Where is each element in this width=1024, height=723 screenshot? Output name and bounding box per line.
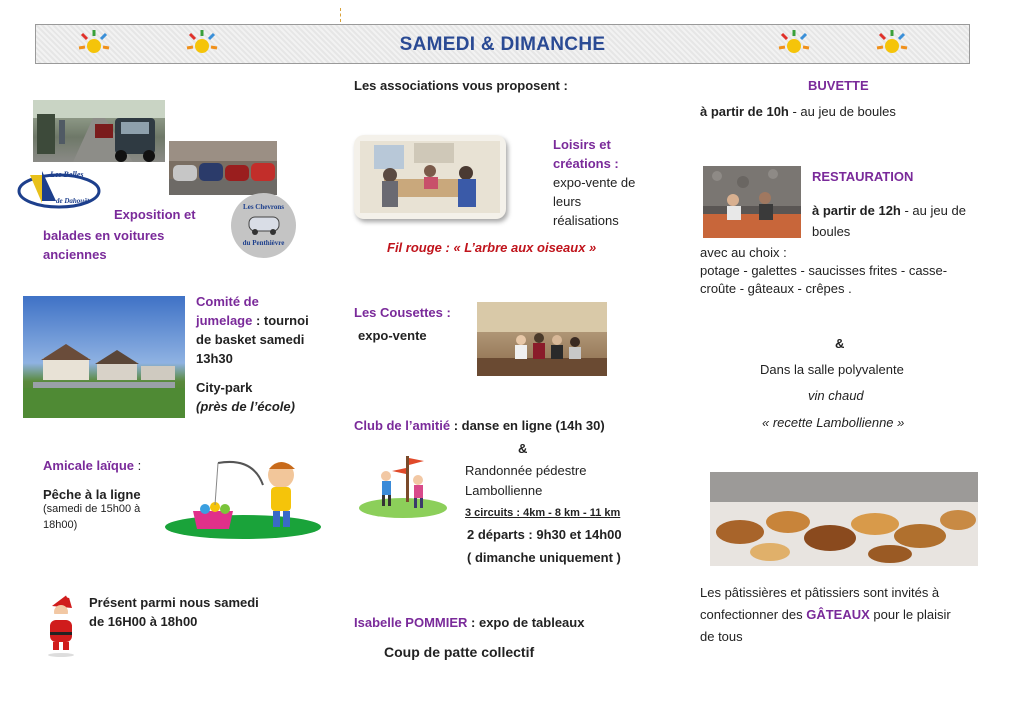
restauration-title: RESTAURATION: [812, 169, 914, 184]
cakes-photo: [710, 472, 978, 566]
cars-text-line1: Exposition et: [114, 207, 196, 222]
restauration-photo: [703, 166, 801, 238]
fold-mark: [340, 8, 341, 22]
chevrons-penthievre-logo: [231, 193, 296, 258]
cousettes-photo: [477, 302, 607, 376]
salle-line2: vin chaud: [808, 388, 864, 403]
jumelage-title-line1: Comité de: [196, 294, 259, 309]
fil-rouge: Fil rouge : « L’arbre aux oiseaux »: [387, 240, 597, 255]
salle-line3: « recette Lambollienne »: [762, 415, 905, 430]
salle-amp: &: [835, 336, 845, 351]
santa-line1: Présent parmi nous samedi: [89, 595, 259, 610]
jumelage-line5: City-park: [196, 380, 253, 395]
cousettes-title: Les Cousettes :: [354, 305, 451, 320]
rando-sunday: ( dimanche uniquement ): [467, 550, 621, 565]
rando-line2: Lambollienne: [465, 483, 543, 498]
sun-icon: [776, 28, 812, 62]
patissiers-line1: Les pâtissières et pâtissiers sont invités à: [700, 585, 940, 600]
rando-line1: Randonnée pédestre: [465, 463, 587, 478]
jumelage-line6: (près de l’école): [196, 399, 295, 414]
jumelage-line3: de basket samedi: [196, 332, 305, 347]
patissiers-line3: de tous: [700, 629, 743, 644]
banner-title: SAMEDI & DIMANCHE: [399, 34, 606, 55]
amicale-title: Amicale laïque :: [43, 458, 142, 473]
cars-text-line2: balades en voitures: [43, 228, 165, 243]
restauration-place-line2: boules: [812, 224, 851, 239]
isabelle-line: Isabelle POMMIER : expo de tableaux: [354, 615, 585, 630]
header-banner: [35, 24, 970, 64]
patissiers-line2: confectionner des GÂTEAUX pour le plaisir: [700, 607, 951, 622]
amicale-hours-line2: 18h00): [43, 519, 78, 531]
svg-text:Les Chevrons: Les Chevrons: [243, 203, 284, 211]
hikers-illustration: [358, 450, 448, 520]
amicale-activity: Pêche à la ligne: [43, 487, 141, 502]
rando-departs: 2 départs : 9h30 et 14h00: [467, 527, 622, 542]
loisirs-title-line1: Loisirs et: [553, 137, 611, 152]
restauration-choice: avec au choix :: [700, 245, 787, 260]
jumelage-line2: jumelage : tournoi: [196, 313, 309, 328]
restauration-time-line: à partir de 12h - au jeu de: [812, 203, 966, 218]
jumelage-line4: 13h30: [196, 351, 233, 366]
fishing-kid-illustration: [163, 455, 323, 541]
cousettes-desc: expo-vente: [358, 328, 427, 343]
city-park-photo: [23, 296, 185, 418]
svg-text:Les Belles: Les Belles: [50, 170, 84, 179]
club-amp: &: [518, 441, 528, 456]
loisirs-desc-line2: leurs: [553, 194, 582, 209]
restauration-menu-line2: croûte - gâteaux - crêpes .: [700, 281, 852, 296]
salle-line1: Dans la salle polyvalente: [760, 362, 904, 377]
loisirs-title-line2: créations :: [553, 156, 619, 171]
svg-text:du Penthièvre: du Penthièvre: [242, 239, 285, 247]
rando-circuits: 3 circuits : 4km - 8 km - 11 km: [465, 507, 621, 519]
sun-icon: [874, 28, 910, 62]
loisirs-desc-line1: expo-vente de: [553, 175, 636, 190]
santa-line2: de 16H00 à 18h00: [89, 614, 198, 629]
coup-de-patte: Coup de patte collectif: [384, 644, 535, 660]
buvette-title: BUVETTE: [808, 78, 869, 93]
vintage-cars-photo: [33, 100, 165, 162]
svg-text:de Dahouët: de Dahouët: [56, 197, 90, 205]
amicale-hours-line1: (samedi de 15h00 à: [43, 503, 141, 515]
associations-intro: Les associations vous proposent :: [354, 78, 568, 93]
vintage-cars-row-photo: [169, 141, 277, 195]
restauration-menu-line1: potage - galettes - saucisses frites - casse-: [700, 263, 948, 278]
santa-claus-icon: [44, 592, 78, 658]
buvette-line: à partir de 10h - au jeu de boules: [700, 104, 896, 119]
loisirs-desc-line3: réalisations: [553, 213, 619, 228]
cars-text-line3: anciennes: [43, 247, 107, 262]
belles-dahouet-logo: [16, 163, 102, 213]
loisirs-photo: [354, 135, 506, 219]
club-line: Club de l’amitié : danse en ligne (14h 30): [354, 418, 605, 433]
